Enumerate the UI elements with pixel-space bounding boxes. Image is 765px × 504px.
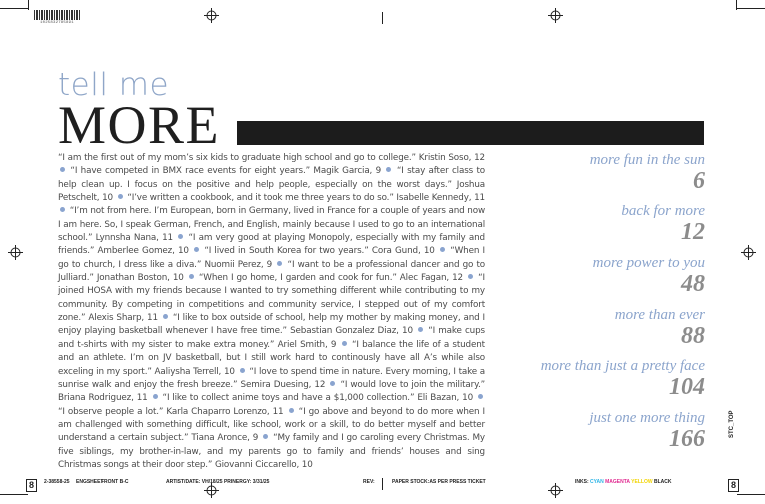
registration-mark-icon xyxy=(204,483,219,498)
quote-text: “I love to spend time in nature. Every morning, I take a sunrise walk and enjoy the fresh breeze.” Semira Duesing, 12 xyxy=(58,366,486,390)
registration-mark-icon xyxy=(8,245,23,260)
quote-text: “I like to box outside of school, help my mother by making money, and I enjoy playing basketball whenever I have free time.” Sebastian Gonzalez Diaz, 10 xyxy=(58,313,485,337)
quote-text: “I go above and beyond to do more when I am challenged with something difficult, like school, work or a skill, to do better myself and better understand a certain subject.” Tiana Aronce, 9 xyxy=(58,406,485,444)
page-number-right: 8 xyxy=(728,479,739,492)
crop-mark xyxy=(736,0,737,10)
toc-item xyxy=(593,256,705,296)
quote-text: “I lived in South Korea for two years.” Cora Gund, 10 xyxy=(204,246,435,257)
bullet-dot-icon xyxy=(386,167,391,172)
quotes-body xyxy=(58,152,485,472)
crop-mark xyxy=(28,0,29,10)
quote-text: “When I go to church, I dress like a diva.” Nuomii Perez, 9 xyxy=(58,246,485,270)
bullet-dot-icon xyxy=(163,314,168,319)
crop-mark xyxy=(0,8,28,9)
toc-page-number: 12 xyxy=(681,219,705,245)
crop-mark xyxy=(0,494,28,495)
quote-text: “When I go home, I garden and cook for fun.” Alec Fagan, 12 xyxy=(198,273,464,284)
ink-black: BLACK xyxy=(653,479,672,485)
bullet-dot-icon xyxy=(418,327,423,332)
ink-magenta: MAGENTA xyxy=(605,479,630,485)
registration-mark-icon xyxy=(548,8,563,23)
toc-page-number: 104 xyxy=(669,374,705,400)
registration-mark-icon xyxy=(548,483,563,498)
crop-mark xyxy=(737,494,765,495)
quote-text: “I am the first out of my mom’s six kids to graduate high school and go to college.” Kristin Soso, 12 xyxy=(58,153,485,163)
quote-text: “I’m not from here. I’m European, born in Germany, lived in France for a couple of years and now I am here. So, I speak German, French, and English, mainly because I used to go to an international school.” Lynnsha Nana, 11 xyxy=(58,206,485,244)
quote-text: “I want to be a professional dancer and go to Julliard.” Jonathan Boston, 10 xyxy=(58,259,485,284)
front-label: FRONT B-C xyxy=(101,479,129,485)
artist-date: ARTIST/DATE: VH/18/25 PRINERGY: 3/31/25 xyxy=(166,479,270,485)
bullet-dot-icon xyxy=(440,247,445,252)
bullet-dot-icon xyxy=(240,368,245,373)
registration-mark-icon xyxy=(741,245,756,260)
bullet-dot-icon xyxy=(189,274,194,279)
paper-stock: PAPER STOCK:AS PER PRESS TICKET xyxy=(392,479,486,485)
bullet-dot-icon xyxy=(263,434,268,439)
quote-text: “I make cups and t-shirts with my sister to make extra money.” Ariel Smith, 9 xyxy=(58,326,485,350)
page-number-left: 8 xyxy=(26,479,37,492)
toc-label: more fun in the sun xyxy=(589,152,705,168)
toc-item xyxy=(590,153,705,193)
job-number: 2-38558-25 xyxy=(44,479,70,485)
toc-label: back for more xyxy=(621,203,705,219)
toc-page-number: 48 xyxy=(681,271,705,297)
bullet-dot-icon xyxy=(153,394,158,399)
bullet-dot-icon xyxy=(277,261,282,266)
toc-page-number: 6 xyxy=(693,168,705,194)
bullet-dot-icon xyxy=(178,234,183,239)
rev-label: REV: xyxy=(363,479,375,485)
bullet-dot-icon xyxy=(289,408,294,413)
center-mark xyxy=(382,478,383,490)
toc-label: just one more thing xyxy=(589,410,705,426)
barcode-number: 1025832785891 xyxy=(40,21,74,25)
ink-yellow: YELLOW xyxy=(631,479,653,485)
toc-item xyxy=(589,411,705,451)
quote-text: “My family and I go caroling every Christmas. My five siblings, my brother-in-law, and my parents go to family and friends’ houses and sing Christmas songs at their door step.” Giovanni Ciccarello, 10 xyxy=(58,433,485,470)
toc-label: more power to you xyxy=(592,255,705,271)
quote-text: “I observe people a lot.” Karla Chaparro Lorenzo, 11 xyxy=(58,406,284,417)
quote-text: “I have competed in BMX race events for eight years.” Magik Garcia, 9 xyxy=(70,166,382,177)
toc-page-number: 166 xyxy=(669,426,705,452)
engsheet-label: ENGSHEET xyxy=(76,479,104,485)
toc-item xyxy=(615,308,705,348)
bullet-dot-icon xyxy=(194,247,199,252)
bullet-dot-icon xyxy=(118,194,123,199)
title-bar xyxy=(237,121,704,145)
heading-tell-me: tell me xyxy=(58,67,170,103)
bullet-dot-icon xyxy=(60,167,65,172)
inks-label: INKS: xyxy=(575,479,589,485)
crop-mark xyxy=(737,8,765,9)
stc-top-tag: STC_TOP xyxy=(729,410,735,438)
toc-label: more than ever xyxy=(614,307,705,323)
quote-text: “I joined HOSA with my friends because I wanted to try something different while contributing to my community. By competing in competitions and community service, I stepped out of my comfort zone.” Alexis Sharp, 11 xyxy=(58,273,485,324)
bullet-dot-icon xyxy=(478,394,483,399)
bullet-dot-icon xyxy=(342,341,347,346)
quote-text: “I would love to join the military.” Briana Rodriguez, 11 xyxy=(58,379,485,404)
ink-cyan: CYAN xyxy=(590,479,604,485)
bullet-dot-icon xyxy=(330,381,335,386)
inks-line xyxy=(575,479,671,485)
heading-more: MORE xyxy=(58,95,221,155)
bullet-dot-icon xyxy=(468,274,473,279)
quote-text: “I like to collect anime toys and have a $1,000 collection.” Eli Bazan, 10 xyxy=(162,393,474,404)
toc-item xyxy=(621,204,705,244)
quote-text: “I stay after class to help clean up. I focus on the positive and help people, especially on the worst days.” Joshua Petschelt, 10 xyxy=(58,166,485,204)
quote-text: “I’ve written a cookbook, and it took me three years to do so.” Isabelle Kennedy, 11 xyxy=(127,193,485,204)
quote-text: “I am very good at playing Monopoly, especially with my family and friends.” Amberlee Gomez, 10 xyxy=(58,233,485,257)
quote-text: “I balance the life of a student and an athlete. I’m on JV basketball, but I still work hard to continously have all A’s while also exceling in my sport.” Aaliysha Terrell, 10 xyxy=(58,339,485,377)
bullet-dot-icon xyxy=(60,207,65,212)
toc-item xyxy=(541,359,705,399)
toc-label: more than just a pretty face xyxy=(540,358,705,374)
barcode xyxy=(34,10,80,20)
registration-mark-icon xyxy=(204,8,219,23)
toc-page-number: 88 xyxy=(681,323,705,349)
center-mark xyxy=(382,12,383,24)
